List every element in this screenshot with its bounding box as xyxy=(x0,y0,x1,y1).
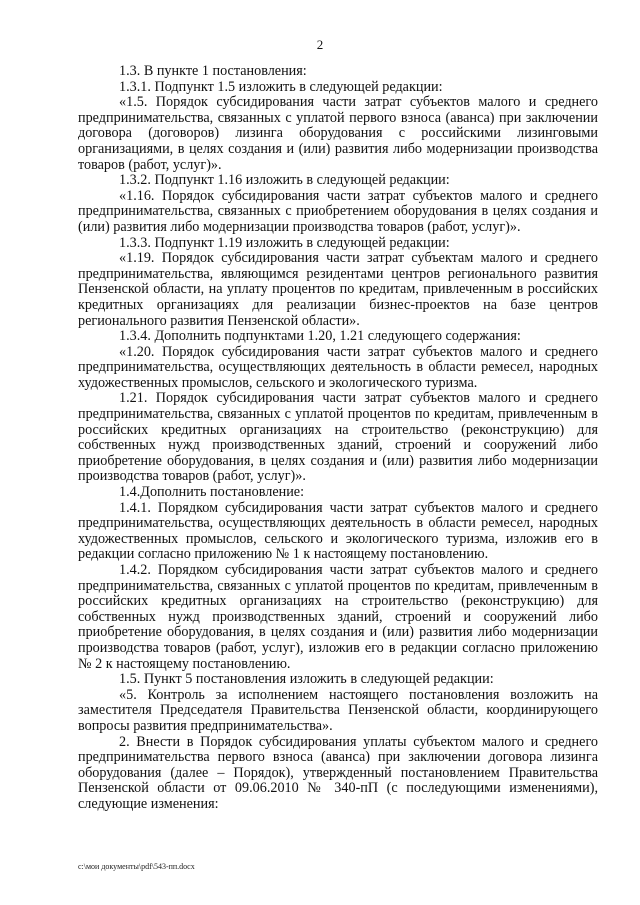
paragraph-1-3-2: 1.3.2. Подпункт 1.16 изложить в следующей редакции: xyxy=(119,172,450,189)
paragraph-quote-1-16: «1.16. Порядок субсидирования части затрат субъектов малого и среднего предпринимательства, связанных с приобретением оборудования в целях создания и (или) развития либо модернизации производства товаров (работ, услуг)». xyxy=(78,187,598,235)
paragraph-quote-1-5: «1.5. Порядок субсидирования части затрат субъектов малого и среднего предпринимательства, связанных с уплатой первого взноса (аванса) при заключении договора (договоров) лизинга оборудования с российскими лизинговыми организациями, в целях создания и (или) развития либо модернизации производства товаров (работ, услуг)». xyxy=(78,94,598,173)
paragraph-1-4-2: 1.4.2. Порядком субсидирования части затрат субъектов малого и среднего предпринимательства, связанных с уплатой процентов по кредитам, привлеченным в российских кредитных организациях на строительство (реконструкцию) для собственных нужд производственных зданий, строений и сооружений либо приобретение оборудования, в целях создания и (или) развития либо модернизации производства товаров (работ, услуг), изложив его в редакции согласно приложению № 2 к настоящему постановлению. xyxy=(78,562,598,672)
paragraph-2: 2. Внести в Порядок субсидирования уплаты субъектом малого и среднего предпринимательства первого взноса (аванса) при заключении договора лизинга оборудования (далее – Порядок), утвержденный постановлением Правительства Пензенской области от 09.06.2010 № 340-пП (с последующими изменениями), следующие изменения: xyxy=(78,733,598,812)
paragraph-1-4: 1.4.Дополнить постановление: xyxy=(119,484,305,501)
paragraph-1-3-1: 1.3.1. Подпункт 1.5 изложить в следующей редакции: xyxy=(119,78,443,95)
paragraph-quote-5: «5. Контроль за исполнением настоящего постановления возложить на заместителя Председателя Правительства Пензенской области, координирующего вопросы развития предпринимательства». xyxy=(78,686,598,734)
paragraph-quote-1-19: «1.19. Порядок субсидирования части затрат субъектам малого и среднего предпринимательства, являющимся резидентами центров регионального развития Пензенской области, на уплату процентов по кредитам, привлеченным в российских кредитных организациях для реализации бизнес-проектов на базе центров регионального развития Пензенской области». xyxy=(78,250,598,329)
document-body xyxy=(78,64,598,813)
paragraph-1-3-4: 1.3.4. Дополнить подпунктами 1.20, 1.21 следующего содержания: xyxy=(119,328,521,345)
paragraph-1-3-3: 1.3.3. Подпункт 1.19 изложить в следующей редакции: xyxy=(119,234,450,251)
paragraph-quote-1-20: «1.20. Порядок субсидирования части затрат субъектов малого и среднего предпринимательства, осуществляющих деятельность в области ремесел, народных художественных промыслов, сельского и экологического туризма. xyxy=(78,343,598,391)
paragraph-1-21: 1.21. Порядок субсидирования части затрат субъектов малого и среднего предпринимательства, связанных с уплатой процентов по кредитам, привлеченным в российских кредитных организациях на строительство (реконструкцию) для собственных нужд производственных зданий, строений и сооружений либо приобретение оборудования, в целях создания и (или) развития либо модернизации производства товаров (работ, услуг)». xyxy=(78,390,598,485)
page-number: 2 xyxy=(316,37,324,52)
file-path-footer: c:\мои документы\pdf\543-пп.docx xyxy=(78,862,195,871)
paragraph-1-4-1: 1.4.1. Порядком субсидирования части затрат субъектов малого и среднего предпринимательства, осуществляющих деятельность в области ремесел, народных художественных промыслов, сельского и экологического туризма, изложив его в редакции согласно приложению № 1 к настоящему постановлению. xyxy=(78,499,598,563)
paragraph-1-5: 1.5. Пункт 5 постановления изложить в следующей редакции: xyxy=(119,671,494,688)
paragraph-1-3: 1.3. В пункте 1 постановления: xyxy=(119,63,307,79)
